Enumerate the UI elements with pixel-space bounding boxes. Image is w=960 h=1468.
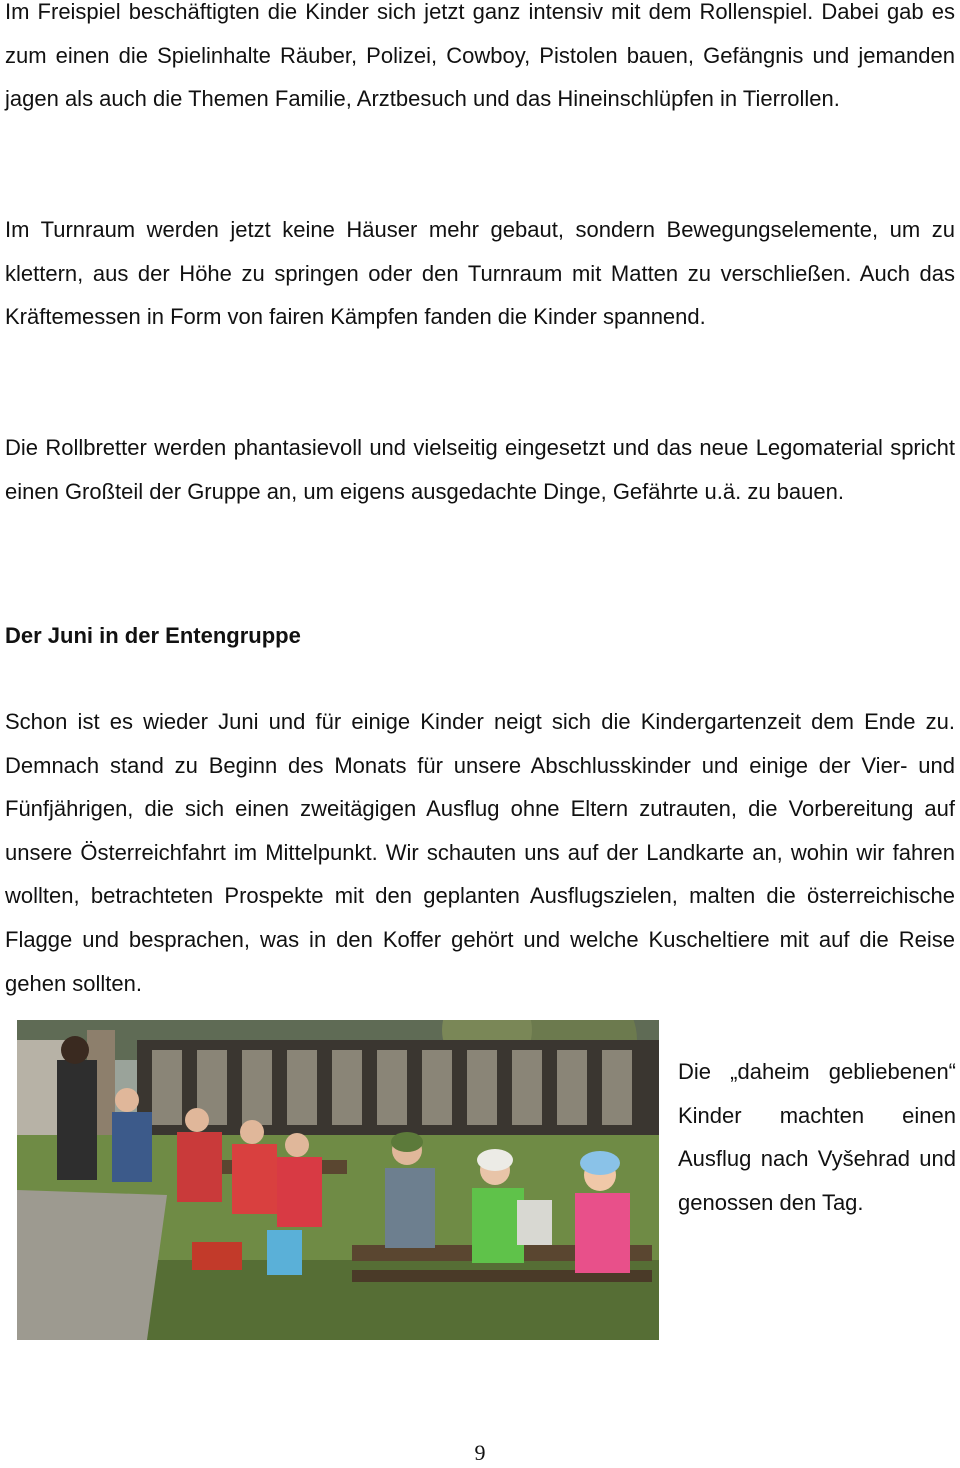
photo-caption: Die „daheim gebliebenen“ Kinder machten einen Ausflug nach Vyšehrad und genossen den Tag. bbox=[678, 1059, 956, 1215]
paragraph-freispiel: Im Freispiel beschäftigten die Kinder sich jetzt ganz intensiv mit dem Rollenspiel. Dabei gab es zum einen die Spielinhalte Räuber, Polizei, Cowboy, Pistolen bauen, Gefängnis und jemanden jagen als auch die Themen Familie, Arztbesuch und das Hineinschlüpfen in Tierrollen. bbox=[5, 0, 955, 112]
photo-children-on-bench bbox=[17, 1020, 659, 1340]
paragraph-rollbretter: Die Rollbretter werden phantasievoll und vielseitig eingesetzt und das neue Legomaterial spricht einen Großteil der Gruppe an, um eigens ausgedachte Dinge, Gefährte u.ä. zu bauen. bbox=[5, 435, 955, 504]
paragraph-juni: Schon ist es wieder Juni und für einige Kinder neigt sich die Kindergartenzeit dem Ende zu. Demnach stand zu Beginn des Monats für unsere Abschlusskinder und einige der Vier- und Fünfjährigen, die sich einen zweitägigen Ausflug ohne Eltern zutrauten, die Vorbereitung auf unsere Österreichfahrt im Mittelpunkt. Wir schauten uns auf der Landkarte an, wohin wir fahren wollten, betrachteten Prospekte mit den geplanten Ausflugszielen, malten die österreichische Flagge und besprachen, was in den Koffer gehört und welche Kuscheltiere mit auf die Reise gehen sollten. bbox=[5, 709, 955, 996]
paragraph-turnraum: Im Turnraum werden jetzt keine Häuser mehr gebaut, sondern Bewegungselemente, um zu klettern, aus der Höhe zu springen oder den Turnraum mit Matten zu verschließen. Auch das Kräftemessen in Form von fairen Kämpfen fanden die Kinder spannend. bbox=[5, 217, 955, 330]
section-heading: Der Juni in der Entengruppe bbox=[5, 623, 301, 648]
page-number: 9 bbox=[474, 1440, 486, 1465]
